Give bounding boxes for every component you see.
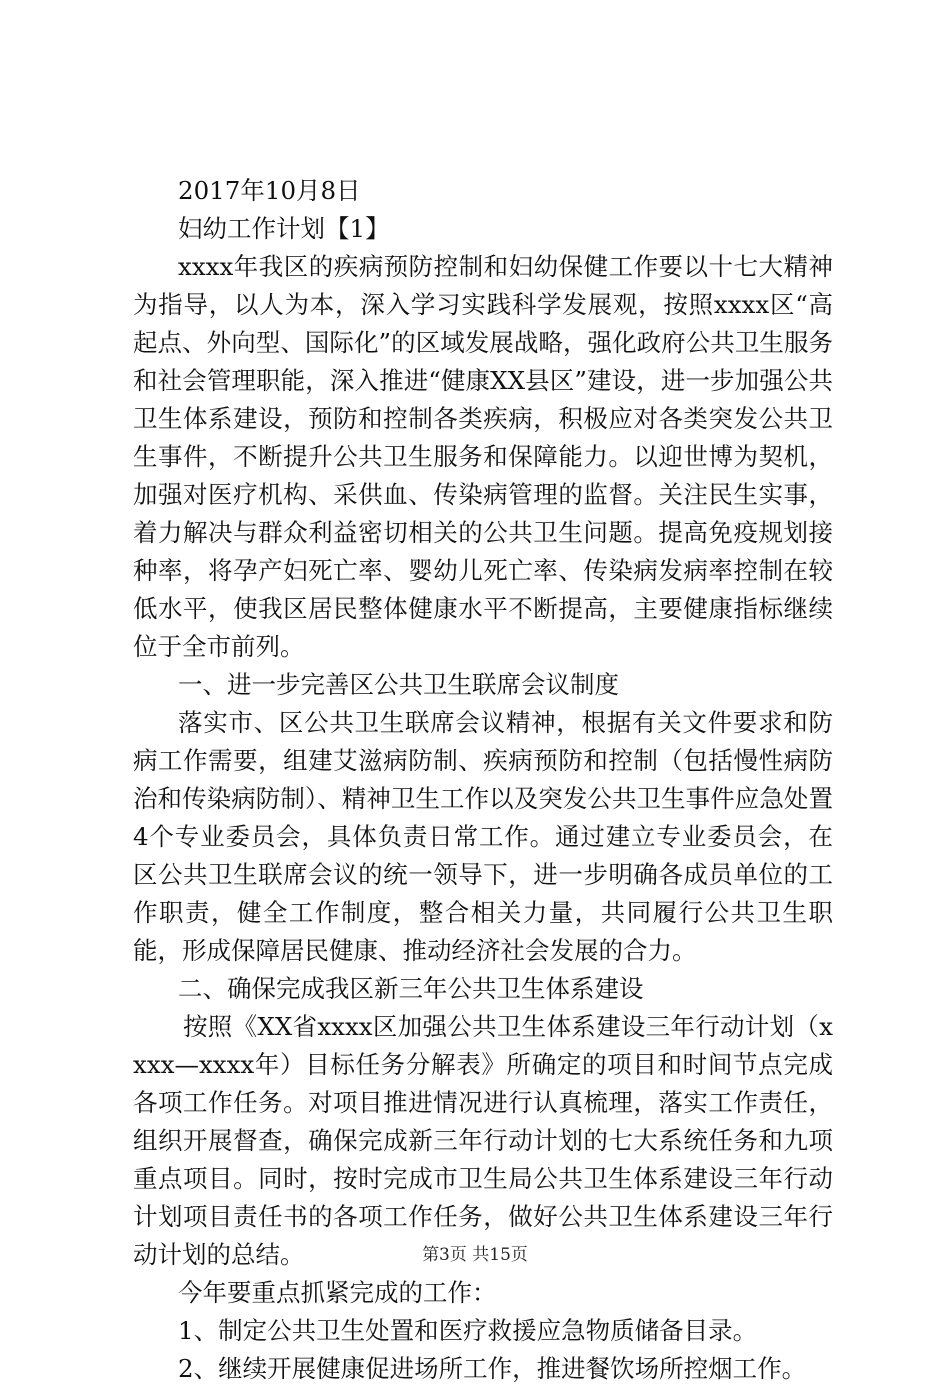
section-heading-2: 二、确保完成我区新三年公共卫生体系建设 — [178, 974, 644, 1003]
paragraph-intro: xxxx年我区的疾病预防控制和妇幼保健工作要以十七大精神为指导，以人为本，深入学习实践科学发展观，按照xxxx区“高起点、外向型、国际化”的区域发展战略，强化政府公共卫生服务和社会管理职能，深入推进“健康XX县区”建设，进一步加强公共卫生体系建设，预防和控制各类疾病，积极应对各类突发公共卫生事件，不断提升公共卫生服务和保障能力。以迎世博为契机，加强对医疗机构、采供血、传染病管理的监督。关注民生实事，着力解决与群众利益密切相关的公共卫生问题。提高免疫规划接种率，将孕产妇死亡率、婴幼儿死亡率、传染病发病率控制在较低水平，使我区居民整体健康水平不断提高，主要健康指标继续位于全市前列。 — [133, 252, 833, 661]
task-item-2: 2、继续开展健康促进场所工作，推进餐饮场所控烟工作。 — [178, 1354, 807, 1383]
page-number-footer: 第3页 共15页 — [422, 1245, 528, 1265]
key-tasks-heading: 今年要重点抓紧完成的工作： — [178, 1278, 497, 1307]
task-item-1: 1、制定公共卫生处置和医疗救援应急物质储备目录。 — [178, 1316, 758, 1345]
document-body — [133, 172, 833, 1388]
document-date: 2017年10月8日 — [178, 176, 361, 205]
section-heading-1: 一、进一步完善区公共卫生联席会议制度 — [178, 670, 619, 699]
document-title: 妇幼工作计划【1】 — [178, 214, 390, 243]
paragraph-section-1: 落实市、区公共卫生联席会议精神，根据有关文件要求和防病工作需要，组建艾滋病防制、疾病预防和控制（包括慢性病防治和传染病防制）、精神卫生工作以及突发公共卫生事件应急处置4个专业委员会，具体负责日常工作。通过建立专业委员会，在区公共卫生联席会议的统一领导下，进一步明确各成员单位的工作职责，健全工作制度，整合相关力量，共同履行公共卫生职能，形成保障居民健康、推动经济社会发展的合力。 — [133, 708, 833, 965]
paragraph-section-2: 按照《XX省xxxx区加强公共卫生体系建设三年行动计划（xxxx—xxxx年）目标任务分解表》所确定的项目和时间节点完成各项工作任务。对项目推进情况进行认真梳理，落实工作责任，组织开展督查，确保完成新三年行动计划的七大系统任务和九项重点项目。同时，按时完成市卫生局公共卫生体系建设三年行动计划项目责任书的各项工作任务，做好公共卫生体系建设三年行动计划的总结。 — [133, 1012, 833, 1269]
